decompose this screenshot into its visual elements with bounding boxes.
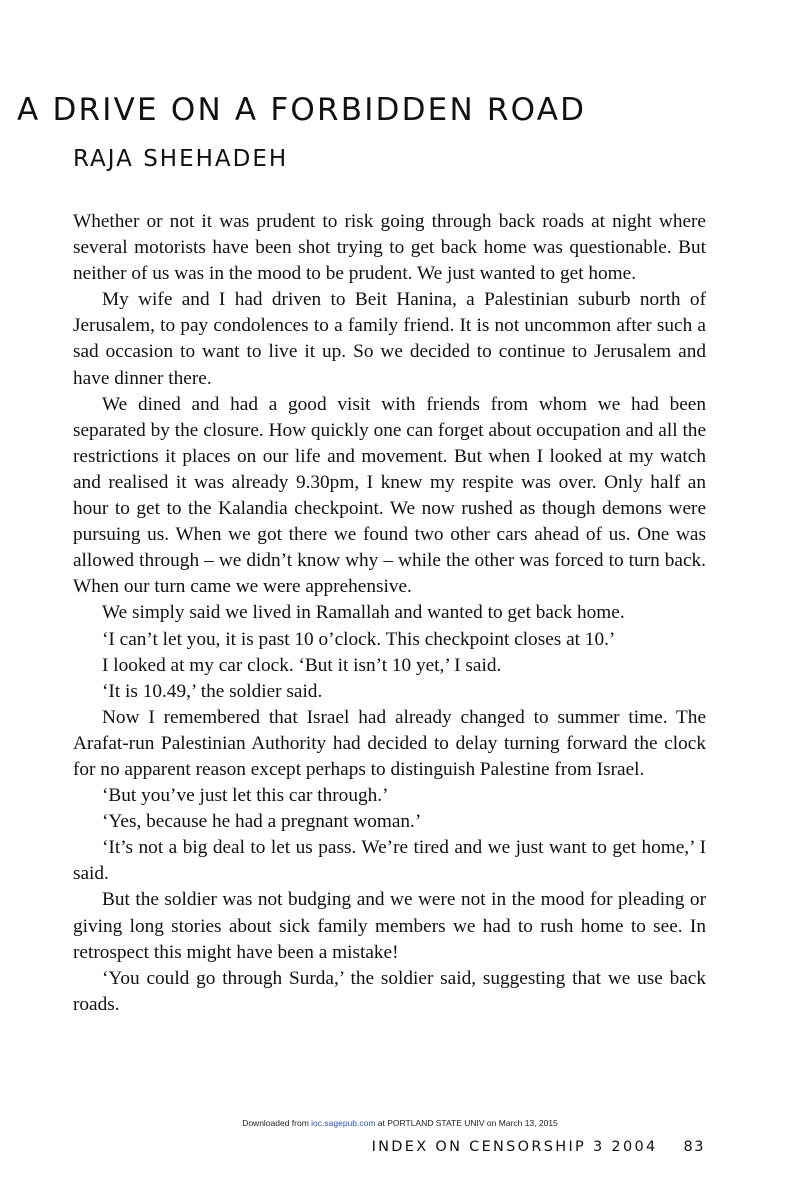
paragraph: My wife and I had driven to Beit Hanina, a Palestinian suburb north of Jerusalem, to pay condolences to a family friend. It is not uncommon after such a sad occasion to want to live it up. So we decided to continue to Jerusalem and have dinner there. [73, 289, 706, 389]
paragraph: ‘It is 10.49,’ the soldier said. [102, 680, 323, 702]
paragraph: But the soldier was not budging and we were not in the mood for pleading or giving long stories about sick family members we had to rush home to see. In retrospect this might have been a mistake! [73, 889, 706, 963]
page-footer [372, 1139, 705, 1155]
download-suffix: at PORTLAND STATE UNIV on March 13, 2015 [375, 1118, 558, 1128]
paragraph: ‘I can’t let you, it is past 10 o’clock. This checkpoint closes at 10.’ [102, 628, 616, 650]
download-prefix: Downloaded from [242, 1118, 312, 1128]
source-link[interactable]: ioc.sagepub.com [311, 1118, 376, 1128]
article-body [73, 209, 706, 1018]
article-title: A DRIVE ON A FORBIDDEN ROAD [17, 92, 587, 128]
paragraph: ‘It’s not a big deal to let us pass. We’re tired and we just want to get home,’ I said. [73, 837, 706, 885]
paragraph: Now I remembered that Israel had already changed to summer time. The Arafat-run Palestinian Authority had decided to delay turning forward the clock for no apparent reason except perhaps to distinguish Palestine from Israel. [73, 706, 706, 780]
paragraph: ‘Yes, because he had a pregnant woman.’ [102, 811, 422, 833]
page-number: 83 [683, 1139, 705, 1155]
paragraph: We dined and had a good visit with friends from whom we had been separated by the closure. How quickly one can forget about occupation and all the restrictions it places on our life and movement. But when I looked at my watch and realised it was already 9.30pm, I knew my respite was over. Only half an hour to get to the Kalandia checkpoint. We now rushed as though demons were pursuing us. When we got there we found two other cars ahead of us. One was allowed through – we didn’t know why – while the other was forced to turn back. When our turn came we were apprehensive. [73, 393, 706, 598]
paragraph: ‘You could go through Surda,’ the soldier said, suggesting that we use back roads. [73, 967, 706, 1015]
paragraph: Whether or not it was prudent to risk going through back roads at night where several motorists have been shot trying to get back home was questionable. But neither of us was in the mood to be prudent. We just wanted to get home. [73, 211, 706, 285]
article-author: RAJA SHEHADEH [73, 146, 289, 172]
paragraph: We simply said we lived in Ramallah and wanted to get back home. [102, 602, 625, 624]
download-notice [0, 1118, 800, 1128]
journal-name: INDEX ON CENSORSHIP 3 2004 [371, 1139, 658, 1155]
paragraph: ‘But you’ve just let this car through.’ [102, 785, 389, 807]
paragraph: I looked at my car clock. ‘But it isn’t 10 yet,’ I said. [102, 654, 502, 676]
